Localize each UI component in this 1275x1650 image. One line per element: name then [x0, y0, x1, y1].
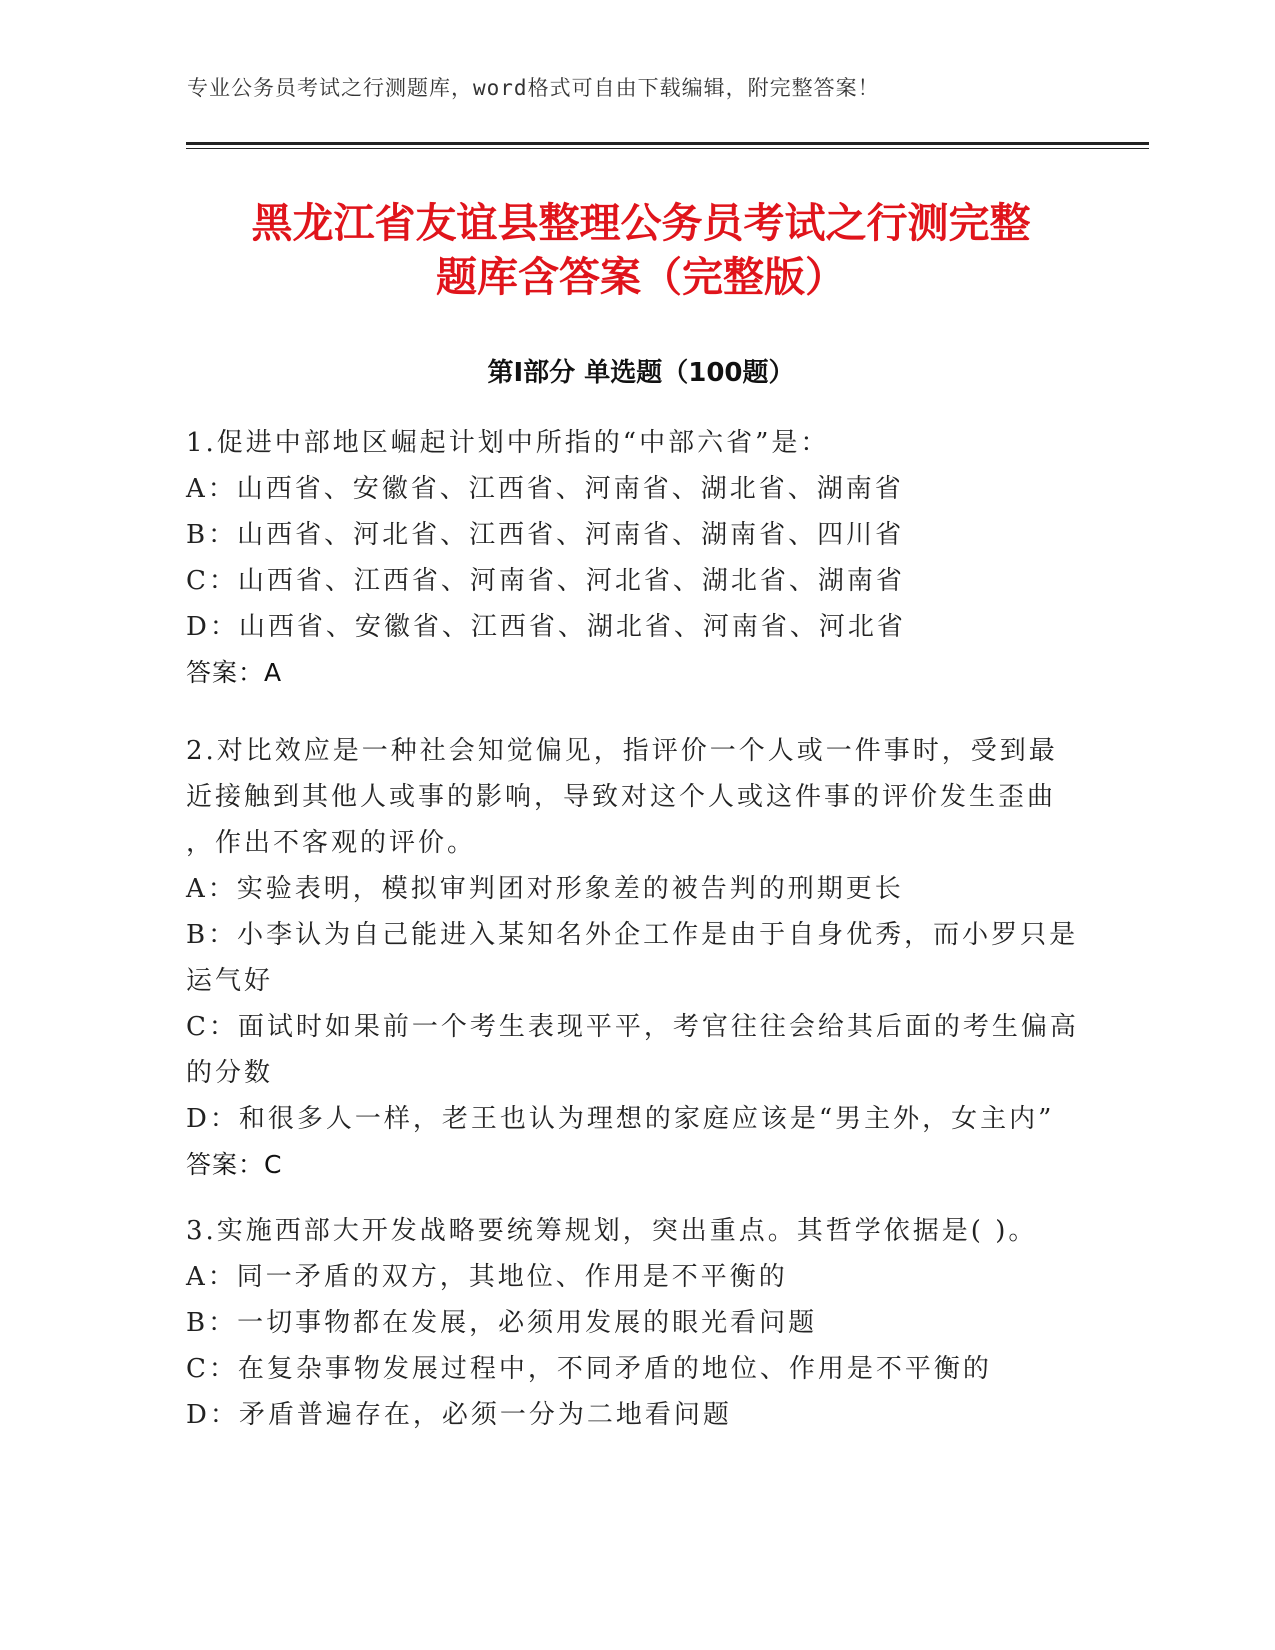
option-b: B：一切事物都在发展，必须用发展的眼光看问题 [186, 1308, 818, 1338]
document-title [186, 196, 1096, 304]
question-2 [186, 728, 1086, 1188]
option-a: A：山西省、安徽省、江西省、河南省、湖北省、湖南省 [186, 474, 904, 504]
option-b: B：山西省、河北省、江西省、河南省、湖南省、四川省 [186, 520, 905, 550]
option-c: C：山西省、江西省、河南省、河北省、湖北省、湖南省 [186, 566, 905, 596]
header-note: 专业公务员考试之行测题库，word格式可自由下载编辑，附完整答案！ [187, 76, 880, 100]
option-d: D：和很多人一样，老王也认为理想的家庭应该是“男主外，女主内” [186, 1104, 1055, 1134]
question-stem: 1.促进中部地区崛起计划中所指的“中部六省”是： [186, 428, 830, 458]
option-a: A：实验表明，模拟审判团对形象差的被告判的刑期更长 [186, 874, 904, 904]
question-stem: ，作出不客观的评价。 [186, 828, 477, 858]
header-rule-thin [186, 148, 1149, 149]
option-d: D：山西省、安徽省、江西省、湖北省、河南省、河北省 [186, 612, 906, 642]
title-line-2: 题库含答案（完整版） [436, 253, 846, 301]
question-3 [186, 1208, 1086, 1438]
option-c-continued: 的分数 [186, 1058, 274, 1088]
question-stem: 近接触到其他人或事的影响，导致对这个人或这件事的评价发生歪曲 [186, 782, 1057, 812]
option-b: B：小李认为自己能进入某知名外企工作是由于自身优秀，而小罗只是 [186, 920, 1079, 950]
answer: 答案：A [186, 658, 283, 687]
option-c: C：面试时如果前一个考生表现平平，考官往往会给其后面的考生偏高 [186, 1012, 1079, 1042]
option-b-continued: 运气好 [186, 966, 274, 996]
question-stem: 2.对比效应是一种社会知觉偏见，指评价一个人或一件事时，受到最 [186, 736, 1058, 766]
section-heading: 第Ⅰ部分 单选题（100题） [487, 358, 795, 388]
option-c: C：在复杂事物发展过程中，不同矛盾的地位、作用是不平衡的 [186, 1354, 992, 1384]
option-d: D：矛盾普遍存在，必须一分为二地看问题 [186, 1400, 732, 1430]
question-1 [186, 420, 1086, 696]
header-rule [186, 142, 1149, 145]
option-a: A：同一矛盾的双方，其地位、作用是不平衡的 [186, 1262, 788, 1292]
title-line-1: 黑龙江省友谊县整理公务员考试之行测完整 [251, 199, 1031, 247]
question-stem: 3.实施西部大开发战略要统筹规划，突出重点。其哲学依据是( )。 [186, 1216, 1038, 1246]
answer: 答案：C [186, 1150, 283, 1179]
